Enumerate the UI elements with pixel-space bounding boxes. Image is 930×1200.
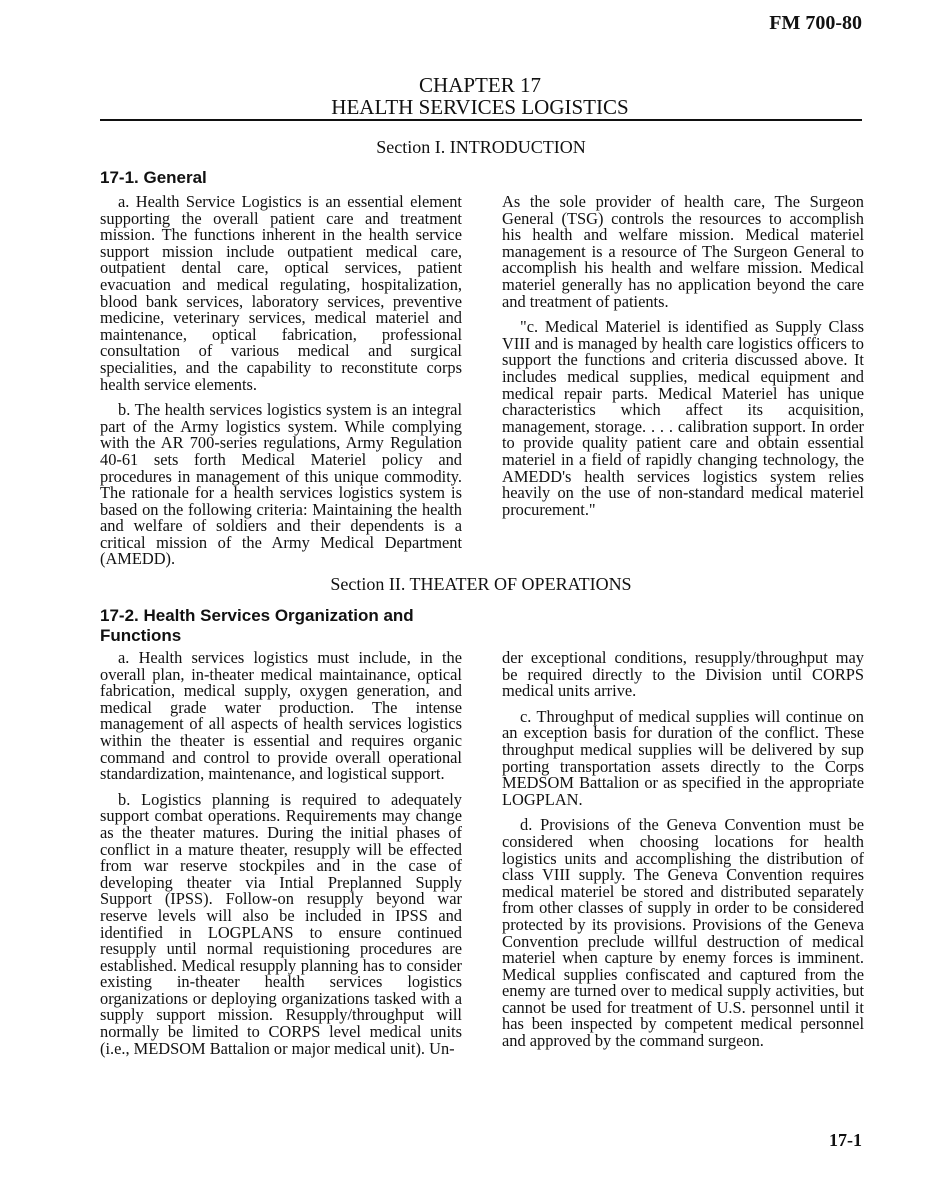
- title-rule: [100, 119, 862, 121]
- paragraph-17-1-c: "c. Medical Materiel is identified as Supply Class VIII and is managed by health care logistics officers to support the functions and criteria discussed above. It includes medical supplies, medical equipment and medical repair parts. Medical Materiel has unique characteristics which affect its acquisition, management, storage. . . . calibration support. In order to provide quality patient care and obtain essential materiel in a field of rapidly changing technology, the AMEDD's health services logistics system relies heavily on the use of non-standard medical materiel procurement.": [502, 317, 864, 519]
- paragraph-17-1-a: a. Health Service Logistics is an essential element supporting the overall patient care and treatment mission. The functions inherent in the health service support mission include outpatient medical care, outpatient dental care, optical services, patient evacuation and medical regulating, hospitalization, blood bank services, laboratory services, preventive medicine, veterinary services, medical materiel and maintenance, optical fabrication, professional consultation of various medical and surgical specialities, and the capability to reconstitute corps health service elements.: [100, 192, 462, 394]
- paragraph-17-2-c: c. Throughput of medical supplies will continue on an exception basis for duration of the conflict. These throughput medical supplies will be delivered by sup porting transportation assets directly to the Corps MEDSOM Battalion or as specified in the appropriate LOGPLAN.: [502, 706, 864, 809]
- paragraph-17-1-b-cont: As the sole provider of health care, The Surgeon General (TSG) controls the resources to accomplish his health and welfare mission. Medical materiel management is a resource of The Surgeon General to accomplish his health and welfare mission. Medical materiel generally has no application beyond the care and treatment of patients.: [502, 192, 864, 311]
- section2-left-column: [100, 650, 462, 1066]
- paragraph-17-1-b: b. The health services logistics system is an integral part of the Army logistics system. While complying with the AR 700-series regulations, Army Regulation 40-61 sets forth Medical Materiel policy and procedures in management of this unique commodity. The rationale for a health services logistics system is based on the following criteria: Maintaining the health and welfare of soldiers and their dependents is a critical mission of the Army Medical Department (AMEDD).: [100, 400, 462, 569]
- paragraph-17-2-b-cont: der exceptional conditions, resupply/throughput may be required directly to the Division until CORPS medical units arrive.: [502, 648, 864, 701]
- section-title-introduction: Section I. INTRODUCTION: [376, 137, 586, 157]
- section2-right-column: [502, 650, 864, 1059]
- paragraph-17-2-b: b. Logistics planning is required to adequately support combat operations. Requirements may change as the theater matures. During the initial phases of conflict in a mature theater, resupply will be effected from war reserve stockpiles and in the case of developing theater via Intial Preplanned Supply Support (IPSS). Follow-on resupply beyond war reserve levels will also be included in IPSS and identified in LOGPLANS to ensure continued resupply until normal requistioning procedures are established. Medical resupply planning has to consider existing in-theater health services logistics organizations or deploying organizations tasked with a supply support mission. Resupply/throughput will normally be limited to CORPS level medical units (i.e., MEDSOM Battalion or major medical unit). Un-: [100, 789, 462, 1058]
- chapter-heading: [100, 74, 860, 118]
- heading-17-1: 17-1. General: [100, 168, 207, 187]
- paragraph-17-2-a: a. Health services logistics must include, in the overall plan, in-theater medical maintainance, optical fabrication, medical supply, oxygen generation, and medical grade water production. The intense management of all aspects of health services logistics within the theater is essential and requires organic command and control to provide overall operational standardization, maintenance, and logistical support.: [100, 648, 462, 784]
- document-id: FM 700-80: [769, 12, 862, 34]
- heading-17-2: 17-2. Health Services Organization and Functions: [100, 606, 414, 645]
- chapter-number: CHAPTER 17: [419, 73, 541, 97]
- section-title-theater: Section II. THEATER OF OPERATIONS: [330, 574, 632, 594]
- section1-left-column: [100, 194, 462, 577]
- page-number: 17-1: [829, 1130, 862, 1150]
- paragraph-17-2-d: d. Provisions of the Geneva Convention must be considered when choosing locations for health logistics units and accomplishing the distribution of class VIII supply. The Geneva Convention requires medical materiel be stored and distributed separately from other classes of supply in order to be considered protected by its provisions. Provisions of the Geneva Convention preclude willful destruction of medical materiel when capture by enemy forces is imminent. Medical supplies confiscated and captured from the enemy are turned over to medical supply activities, but cannot be used for treatment of U.S. personnel until it has been inspected by competent medical personnel and approved by the command surgeon.: [502, 815, 864, 1051]
- chapter-title: HEALTH SERVICES LOGISTICS: [331, 95, 629, 119]
- section1-right-column: [502, 194, 864, 527]
